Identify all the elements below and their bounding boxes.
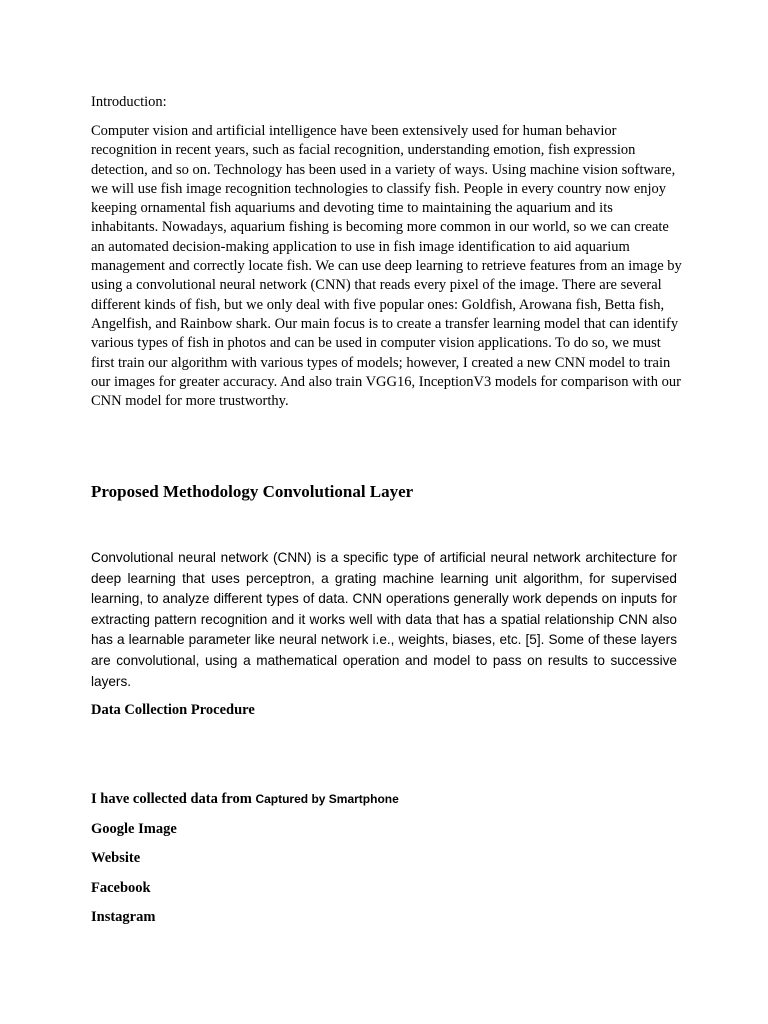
collected-data-prefix: I have collected data from [91, 791, 256, 807]
introduction-paragraph: Computer vision and artificial intelligence have been extensively used for human behavior recognition in recent years, such as facial recognition, understanding emotion, fish expression detection, and so on. Technology has been used in a variety of ways. Using machine vision software, we will use fish image recognition technologies to classify fish. People in every country now enjoy keeping ornamental fish aquariums and devoting time to maintaining the aquarium and its inhabitants. Nowadays, aquarium fishing is becoming more common in our world, so we can create an automated decision-making application to use in fish image identification to aid aquarium management and correctly locate fish. We can use deep learning to retrieve features from an image by using a convolutional neural network (CNN) that reads every pixel of the image. There are several different kinds of fish, but we only deal with five popular ones: Goldfish, Arowana fish, Betta fish, Angelfish, and Rainbow shark. Our main focus is to create a transfer learning model that can identify various types of fish in photos and can be used in computer vision applications. To do so, we must first train our algorithm with various types of models; however, I created a new CNN model to train our images for greater accuracy. And also train VGG16, InceptionV3 models for comparison with our CNN model for more trustworthy. [91, 123, 682, 410]
source-smartphone: Captured by Smartphone [255, 792, 399, 806]
data-collection-heading: Data Collection Procedure [91, 702, 255, 718]
methodology-heading: Proposed Methodology Convolutional Layer [91, 482, 414, 501]
source-google-image: Google Image [91, 821, 177, 837]
source-facebook: Facebook [91, 880, 151, 896]
source-website: Website [91, 850, 141, 866]
collected-data-line [91, 790, 399, 809]
introduction-heading: Introduction: [91, 94, 167, 110]
source-instagram: Instagram [91, 909, 156, 925]
cnn-paragraph: Convolutional neural network (CNN) is a specific type of artificial neural network architecture for deep learning that uses perceptron, a grating machine learning unit algorithm, for supervised learning, to analyze different types of data. CNN operations generally work depends on inputs for extracting pattern recognition and it works well with data that has a spatial relationship CNN also has a learnable parameter like neural network i.e., weights, biases, etc. [5]. Some of these layers are convolutional, using a mathematical operation and model to pass on results to successive layers. [91, 550, 677, 689]
